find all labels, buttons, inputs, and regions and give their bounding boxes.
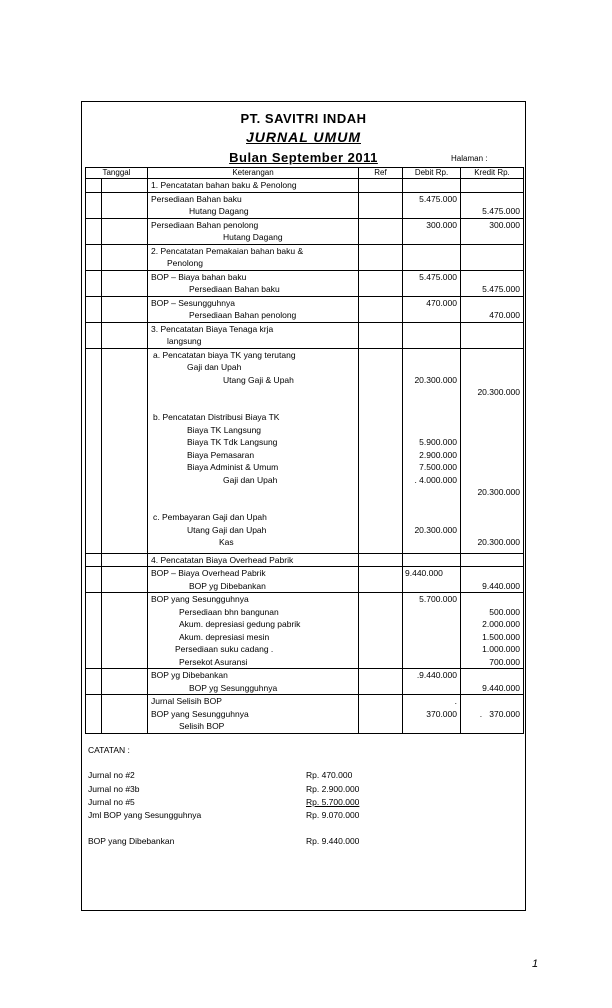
row-text: BOP yg Sesungguhnya [189,682,278,693]
row-text: b. Pencatatan Distribusi Biaya TK [153,412,280,422]
kredit-value: 9.440.000 [482,580,520,591]
row-text: Jurnal Selisih BOP [151,696,222,706]
table-row [86,322,524,348]
debit-value: 5.900.000 [419,437,457,447]
row-text: Penolong [167,258,203,268]
row-text: Gaji dan Upah [223,474,278,485]
table-row [86,669,524,695]
row-text: Akum. depresiasi mesin [179,631,270,642]
debit-value: 20.300.000 [414,524,457,535]
row-text: Selisih BOP [179,721,225,731]
kredit-value: 500.000 [489,606,520,617]
kredit-value: 20.300.000 [477,487,520,497]
kredit-value: 1.500.000 [482,631,520,642]
table-row [86,218,524,244]
col-tanggal: Tanggal [86,168,148,179]
catatan-value: Rp. 9.440.000 [306,836,360,846]
debit-value: 370.000 [426,708,457,719]
catatan-value: Rp. 470.000 [306,770,353,780]
dot-mark: . [454,696,457,706]
kredit-value: 20.300.000 [477,537,520,547]
row-text: Utang Gaji dan Upah [187,524,267,535]
row-text: Akum. depresiasi gedung pabrik [179,619,301,629]
row-text: langsung [167,336,202,346]
row-text: BOP yg Dibebankan [189,580,266,591]
row-text: Kas [219,537,234,547]
journal-frame [81,101,526,911]
company-name: PT. SAVITRI INDAH [240,111,367,126]
row-text: Persediaan Bahan baku [151,193,242,204]
kredit-value: 300.000 [489,219,520,230]
catatan-label: Jml BOP yang Sesungguhnya [88,810,202,820]
row-text: 1. Pencatatan bahan baku & Penolong [151,180,297,190]
table-row [86,179,524,193]
catatan-label: Jurnal no #5 [88,797,135,807]
catatan-value: Rp. 9.070.000 [306,810,360,820]
row-text: 3. Pencatatan Biaya Tenaga krja [151,323,274,334]
debit-value: . 4.000.000 [414,474,457,485]
debit-value: 20.300.000 [414,374,457,385]
journal-title: JURNAL UMUM [246,129,361,145]
catatan-value: Rp. 5.700.000 [306,797,360,807]
kredit-value: 470.000 [489,310,520,320]
row-text: Biaya TK Langsung [187,424,262,435]
debit-value: 5.700.000 [419,594,457,604]
row-text: BOP yang Sesungguhnya [151,594,249,604]
dot-mark: . [479,708,483,719]
row-text: Biaya Administ & Umum [187,462,279,472]
catatan-label: Jurnal no #2 [88,770,135,780]
debit-value: 9.440.000 [405,568,443,578]
table-row [86,567,524,593]
debit-value: 300.000 [426,219,457,230]
row-text: a. Pencatatan biaya TK yang terutang [153,349,296,360]
row-text: Gaji dan Upah [187,362,242,372]
table-row [86,348,524,553]
table-row [86,553,524,567]
col-debit: Debit Rp. [403,168,461,179]
table-row [86,244,524,270]
row-text: BOP – Biaya bahan baku [151,271,247,282]
col-keterangan: Keterangan [148,168,359,179]
row-text: Hutang Dagang [189,206,249,216]
row-text: Persediaan bhn bangunan [179,606,279,617]
kredit-value: 5.475.000 [482,206,520,216]
row-text: 2. Pencatatan Pemakaian bahan baku & [151,245,304,256]
catatan-label: BOP yang Dibebankan [88,836,175,846]
kredit-value: 9.440.000 [482,682,520,693]
row-text: BOP yg Dibebankan [151,670,228,680]
table-row [86,695,524,734]
kredit-value: 700.000 [489,656,520,667]
kredit-value: 20.300.000 [477,387,520,397]
row-text: Persediaan Bahan penolong [151,219,259,230]
col-ref: Ref [359,168,403,179]
row-text: c. Pembayaran Gaji dan Upah [153,512,267,522]
row-text: Hutang Dagang [223,232,283,242]
row-text: Persediaan Bahan penolong [189,310,297,320]
debit-value: 2.900.000 [419,449,457,460]
kredit-value: 5.475.000 [482,284,520,294]
row-text: Persediaan suku cadang . [175,644,274,654]
debit-value: 5.475.000 [419,271,457,282]
debit-value: 470.000 [426,297,457,308]
table-row [86,192,524,218]
row-text: BOP – Sesungguhnya [151,297,235,308]
page-label: Halaman : [451,154,488,163]
row-text: Biaya TK Tdk Langsung [187,437,278,447]
journal-table [85,167,524,734]
row-text: BOP yang Sesungguhnya [151,708,249,719]
catatan-title: CATATAN : [88,745,130,755]
table-row [86,296,524,322]
table-row [86,270,524,296]
debit-value: 7.500.000 [419,462,457,472]
period-title: Bulan September 2011 [229,150,378,165]
kredit-value: 1.000.000 [482,644,520,654]
catatan-label: Jurnal no #3b [88,784,140,794]
debit-value: 5.475.000 [419,193,457,204]
kredit-value: 370.000 [489,708,520,719]
debit-value: .9.440.000 [416,670,457,680]
table-header [86,168,524,179]
row-text: Persediaan Bahan baku [189,284,280,294]
table-row [86,593,524,669]
row-text: Persekot Asuransi [179,656,248,667]
row-text: BOP – Biaya Overhead Pabrik [151,568,266,578]
catatan-value: Rp. 2.900.000 [306,784,360,794]
kredit-value: 2.000.000 [482,619,520,629]
page-number: 1 [532,958,539,970]
col-kredit: Kredit Rp. [461,168,524,179]
row-text: 4. Pencatatan Biaya Overhead Pabrik [151,554,294,565]
row-text: Biaya Pemasaran [187,449,255,460]
row-text: Utang Gaji & Upah [223,374,294,385]
